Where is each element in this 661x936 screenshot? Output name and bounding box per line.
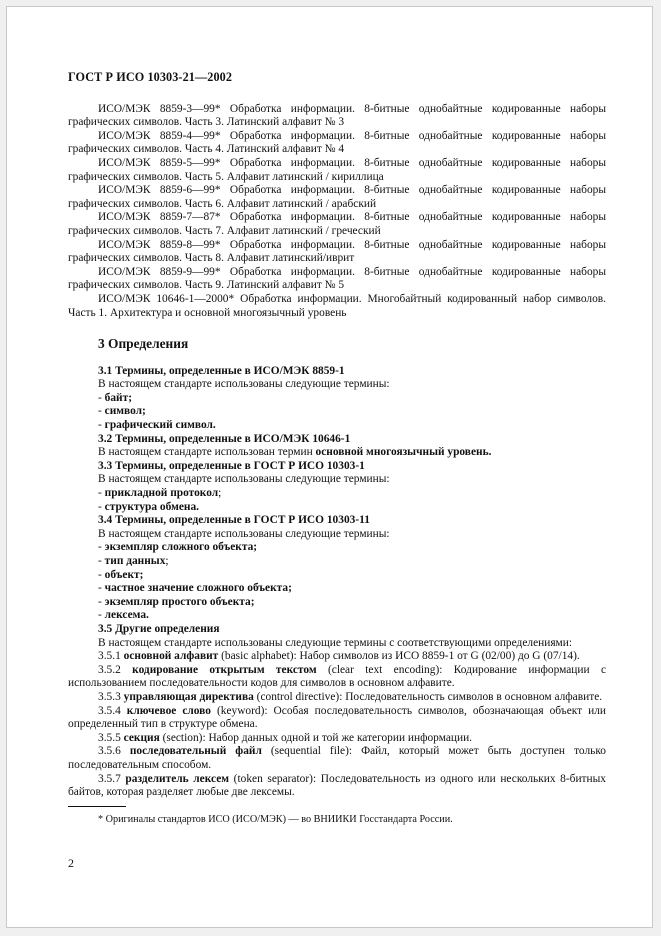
reference-item: ИСО/МЭК 8859-6—99* Обработка информации. 8-битные однобайтные кодированные наборы графических символов. Часть 6. Алфавит латинский / арабский <box>68 184 606 210</box>
definition-text: (keyword): Особая последовательность символов, обозначающая объект или определенный тип в структуре обмена. <box>68 704 606 731</box>
definition-number: 3.5.3 <box>98 690 121 703</box>
definition-paragraph <box>68 732 606 746</box>
term: основной многоязычный уровень. <box>315 446 492 459</box>
definition-text: (sequential file): Файл, который может быть доступен только последовательным способом. <box>68 745 606 771</box>
term-list-item: - экземпляр сложного объекта; <box>98 541 258 554</box>
term-list-item: - лексема. <box>98 609 149 622</box>
definition-number: 3.5.4 <box>98 704 121 717</box>
definition-term: секция <box>123 731 160 744</box>
running-header: ГОСТ Р ИСО 10303-21—2002 <box>68 70 233 84</box>
page-number: 2 <box>68 856 74 870</box>
subsection-heading: 3.3 Термины, определенные в ГОСТ Р ИСО 10303-1 <box>98 459 365 472</box>
definition-text: (basic alphabet): Набор символов из ИСО 8859-1 от G (02/00) до G (07/14). <box>218 650 580 663</box>
term-list-item: - частное значение сложного объекта; <box>98 582 292 595</box>
term-suffix: ; <box>218 487 222 500</box>
term: тип данных <box>104 555 166 567</box>
term-list-item: - объект; <box>98 568 144 581</box>
footnote: * Оригиналы стандартов ИСО (ИСО/МЭК) — во ВНИИКИ Госстандарта России. <box>98 813 453 825</box>
definition-text: (clear text encoding): Кодирование информации с использованием последовательности кодов для символов в основном алфавите. <box>68 663 607 690</box>
subsection-heading: 3.4 Термины, определенные в ГОСТ Р ИСО 10303-11 <box>98 514 370 527</box>
definition-term: разделитель лексем <box>125 772 230 785</box>
subsection-intro: В настоящем стандарте использованы следующие термины: <box>98 378 390 391</box>
term-suffix: ; <box>165 555 169 567</box>
subsection-intro: В настоящем стандарте использованы следующие термины: <box>98 527 390 540</box>
term-list-item: - прикладной протокол; <box>98 487 222 500</box>
subsection-heading: 3.1 Термины, определенные в ИСО/МЭК 8859-1 <box>98 364 345 377</box>
term: экземпляр сложного объекта; <box>104 541 258 554</box>
definition-number: 3.5.6 <box>98 745 121 758</box>
definition-number: 3.5.2 <box>98 663 121 676</box>
intro-text: В настоящем стандарте использован термин <box>98 446 316 459</box>
definition-paragraph <box>68 664 606 691</box>
term: структура обмена. <box>104 500 199 513</box>
reference-item: ИСО/МЭК 8859-7—87* Обработка информации. 8-битные однобайтные кодированные наборы графических символов. Часть 7. Алфавит латинский / греческий <box>68 211 606 237</box>
document-page <box>6 6 653 928</box>
subsection-intro: В настоящем стандарте использованы следующие термины: <box>98 473 390 486</box>
definition-number: 3.5.7 <box>98 772 121 785</box>
definition-paragraph <box>68 650 606 664</box>
term-list-item: - символ; <box>98 405 146 418</box>
definition-number: 3.5.5 <box>98 731 121 744</box>
definition-text: (section): Набор данных одной и той же категории информации. <box>159 731 473 744</box>
term: байт; <box>104 391 132 404</box>
definition-text: (token separator): Последовательность из одного или нескольких 8-битных байтов, которая разделяет любые две лексемы. <box>68 772 606 799</box>
definition-term: кодирование открытым текстом <box>132 663 317 676</box>
definition-number: 3.5.1 <box>98 650 121 663</box>
term: графический символ. <box>104 419 216 432</box>
reference-item: ИСО/МЭК 8859-4—99* Обработка информации. 8-битные однобайтные кодированные наборы графических символов. Часть 4. Латинский алфавит № 4 <box>68 129 606 156</box>
definition-term: основной алфавит <box>123 650 219 663</box>
term: частное значение сложного объекта; <box>104 582 292 595</box>
definition-term: управляющая директива <box>123 690 254 703</box>
subsection-intro: В настоящем стандарте использованы следующие термины с соответствующими определениями: <box>98 636 573 649</box>
subsection-heading: 3.5 Другие определения <box>98 622 220 635</box>
definition-paragraph <box>68 773 606 800</box>
definition-term: последовательный файл <box>129 745 262 758</box>
page-content <box>68 71 606 826</box>
reference-item: ИСО/МЭК 8859-8—99* Обработка информации. 8-битные однобайтные кодированные наборы графических символов. Часть 8. Алфавит латинский/иврит <box>68 238 606 265</box>
term-list-item: - байт; <box>98 391 132 404</box>
reference-item: ИСО/МЭК 10646-1—2000* Обработка информации. Многобайтный кодированный набор символов. Часть 1. Архитектура и основной многоязычный уровень <box>68 292 606 319</box>
reference-item: ИСО/МЭК 8859-5—99* Обработка информации. 8-битные однобайтные кодированные наборы графических символов. Часть 5. Алфавит латинский / кириллица <box>68 156 606 183</box>
term: прикладной протокол <box>104 487 219 500</box>
term: лексема. <box>104 609 149 622</box>
subsection-heading: 3.2 Термины, определенные в ИСО/МЭК 10646-1 <box>98 432 351 445</box>
definition-term: ключевое слово <box>126 704 211 717</box>
definition-paragraph <box>68 691 606 705</box>
term-list-item: - тип данных; <box>98 555 169 567</box>
term-list-item: - структура обмена. <box>98 500 199 513</box>
term: экземпляр простого объекта; <box>104 595 255 608</box>
subsection-intro <box>68 446 606 460</box>
section-3-title: 3 Определения <box>98 336 189 352</box>
term: символ; <box>104 405 146 418</box>
term-list-item: - графический символ. <box>98 419 216 432</box>
reference-item: ИСО/МЭК 8859-9—99* Обработка информации. 8-битные однобайтные кодированные наборы графических символов. Часть 9. Латинский алфавит № 5 <box>68 265 606 292</box>
term: объект; <box>104 568 144 581</box>
footnote-divider <box>68 806 126 807</box>
definition-paragraph <box>68 705 606 732</box>
reference-item: ИСО/МЭК 8859-3—99* Обработка информации. 8-битные однобайтные кодированные наборы графических символов. Часть 3. Латинский алфавит № 3 <box>68 102 606 129</box>
definition-text: (control directive): Последовательность символов в основном алфавите. <box>253 690 603 703</box>
term-list-item: - экземпляр простого объекта; <box>98 595 255 608</box>
definition-paragraph <box>68 745 606 772</box>
